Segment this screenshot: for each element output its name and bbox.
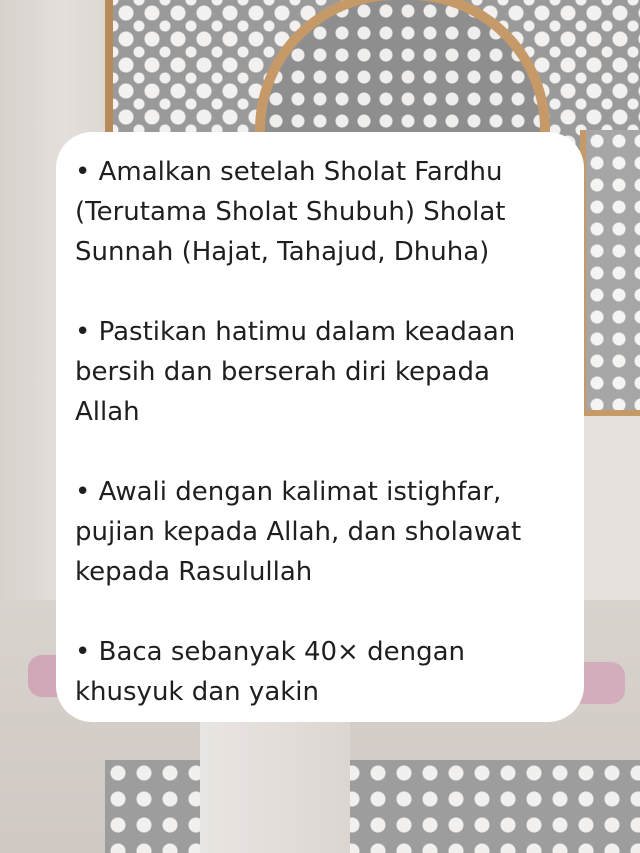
lattice-screen-bottom [105,760,640,853]
bullet-item-3: • Awali dengan kalimat istighfar, pujian kepada Allah, dan sholawat kepada Rasulullah [75,477,522,587]
lattice-panel-right [580,130,640,416]
bullet-item-4: • Baca sebanyak 40× dengan khusyuk dan yakin [75,637,465,707]
bullet-item-1: • Amalkan setelah Sholat Fardhu (Terutama Sholat Shubuh) Sholat Sunnah (Hajat, Tahajud, Dhuha) [75,157,506,267]
bullet-item-2: • Pastikan hatimu dalam keadaan bersih dan berserah diri kepada Allah [75,317,516,427]
content-card [56,132,584,722]
pedestal [200,700,350,853]
